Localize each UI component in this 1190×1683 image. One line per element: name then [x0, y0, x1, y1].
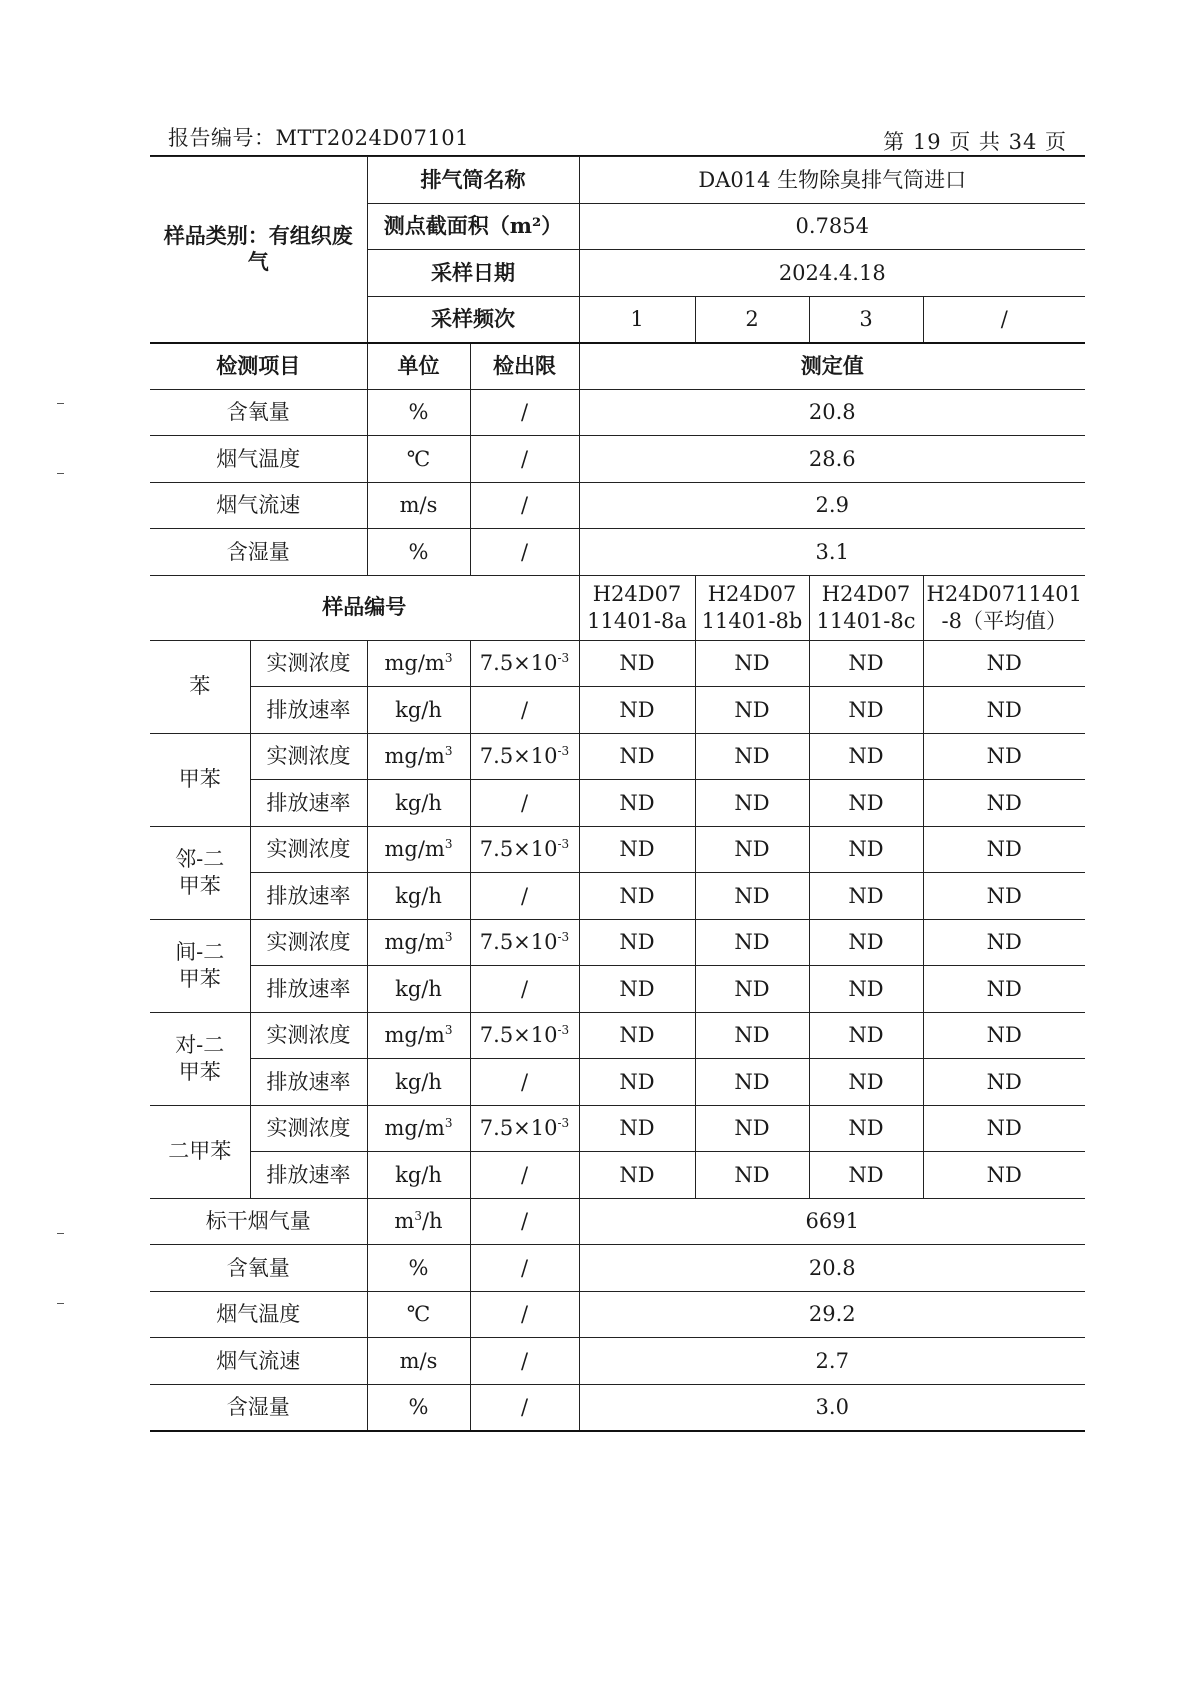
post-param-row [150, 1338, 1085, 1385]
flow-row [150, 1198, 1085, 1245]
rate-unit: kg/h [367, 780, 470, 827]
param-unit: ℃ [367, 436, 470, 483]
freq-1: 1 [579, 296, 695, 343]
col-unit-header: 单位 [367, 343, 470, 390]
metric-label: 实测浓度 [250, 640, 367, 687]
param-unit: % [367, 1245, 470, 1292]
rate-unit: kg/h [367, 966, 470, 1013]
rate-value: ND [579, 1152, 695, 1199]
rate-value: ND [923, 687, 1085, 734]
compound-name: 间-二 甲苯 [150, 919, 250, 1012]
metric-label: 实测浓度 [250, 1012, 367, 1059]
page-number: 第 19 页 共 34 页 [883, 130, 1067, 154]
compound-conc-row [150, 919, 1085, 966]
conc-value: ND [695, 1012, 809, 1059]
conc-value: ND [809, 1105, 923, 1152]
param-limit: / [470, 529, 579, 576]
param-value: 3.1 [579, 529, 1085, 576]
metric-label: 排放速率 [250, 1152, 367, 1199]
rate-value: ND [923, 966, 1085, 1013]
rate-unit: kg/h [367, 873, 470, 920]
rate-value: ND [923, 1152, 1085, 1199]
param-value: 20.8 [579, 389, 1085, 436]
outlet-name-value: DA014 生物除臭排气筒进口 [579, 157, 1085, 204]
metric-label: 排放速率 [250, 687, 367, 734]
compound-rate-row [150, 780, 1085, 827]
conc-value: ND [923, 1012, 1085, 1059]
area-value: 0.7854 [579, 203, 1085, 250]
conc-unit: $mg/m^3$ [367, 1105, 470, 1152]
margin-mark [57, 1303, 64, 1304]
report-number: 报告编号：MTT2024D07101 [168, 126, 469, 150]
freq-4: / [923, 296, 1085, 343]
param-value: 2.9 [579, 482, 1085, 529]
metric-label: 排放速率 [250, 780, 367, 827]
compound-rate-row [150, 1152, 1085, 1199]
compound-name: 对-二 甲苯 [150, 1012, 250, 1105]
conc-unit: $mg/m^3$ [367, 919, 470, 966]
compound-rate-row [150, 1059, 1085, 1106]
sample-id-row [150, 575, 1085, 640]
param-value: 2.7 [579, 1338, 1085, 1385]
param-limit: / [470, 1338, 579, 1385]
conc-value: ND [809, 1012, 923, 1059]
rate-value: ND [809, 873, 923, 920]
conc-limit: $7.5\times 10^{-3}$ [470, 640, 579, 687]
margin-mark [57, 1233, 64, 1234]
param-name: 含湿量 [150, 529, 367, 576]
param-name: 烟气流速 [150, 1338, 367, 1385]
col-value-header: 测定值 [579, 343, 1085, 390]
conc-value: ND [579, 826, 695, 873]
rate-value: ND [579, 687, 695, 734]
compound-name: 二甲苯 [150, 1105, 250, 1198]
conc-value: ND [695, 733, 809, 780]
rate-limit: / [470, 780, 579, 827]
report-table [150, 156, 1085, 1432]
conc-value: ND [695, 640, 809, 687]
conc-unit: $mg/m^3$ [367, 640, 470, 687]
rate-value: ND [579, 966, 695, 1013]
param-limit: / [470, 1245, 579, 1292]
conc-value: ND [695, 919, 809, 966]
param-unit: ℃ [367, 1291, 470, 1338]
conc-unit: $mg/m^3$ [367, 1012, 470, 1059]
rate-unit: kg/h [367, 1059, 470, 1106]
pre-param-row [150, 436, 1085, 483]
param-limit: / [470, 436, 579, 483]
metric-label: 实测浓度 [250, 826, 367, 873]
param-name: 烟气温度 [150, 436, 367, 483]
pre-param-row [150, 529, 1085, 576]
post-param-row [150, 1245, 1085, 1292]
margin-mark [57, 403, 64, 404]
metric-label: 排放速率 [250, 1059, 367, 1106]
rate-value: ND [695, 873, 809, 920]
rate-limit: / [470, 873, 579, 920]
rate-value: ND [695, 687, 809, 734]
param-name: 烟气流速 [150, 482, 367, 529]
param-value: 3.0 [579, 1384, 1085, 1431]
param-unit: % [367, 529, 470, 576]
param-name: 含氧量 [150, 1245, 367, 1292]
param-name: 烟气温度 [150, 1291, 367, 1338]
rate-limit: / [470, 1059, 579, 1106]
rate-value: ND [923, 1059, 1085, 1106]
compound-rate-row [150, 873, 1085, 920]
flow-value: 6691 [579, 1198, 1085, 1245]
param-value: 28.6 [579, 436, 1085, 483]
date-value: 2024.4.18 [579, 250, 1085, 297]
conc-limit: $7.5\times 10^{-3}$ [470, 919, 579, 966]
sample-id-2: H24D07 11401-8b [695, 575, 809, 640]
outlet-name-label: 排气筒名称 [367, 157, 579, 204]
rate-value: ND [695, 1059, 809, 1106]
conc-value: ND [809, 826, 923, 873]
conc-value: ND [579, 1105, 695, 1152]
compound-name: 邻-二 甲苯 [150, 826, 250, 919]
param-unit: % [367, 389, 470, 436]
rate-value: ND [923, 873, 1085, 920]
compound-conc-row [150, 733, 1085, 780]
rate-value: ND [579, 1059, 695, 1106]
rate-value: ND [695, 966, 809, 1013]
rate-value: ND [695, 780, 809, 827]
pre-param-row [150, 482, 1085, 529]
compound-name: 甲苯 [150, 733, 250, 826]
rate-value: ND [579, 873, 695, 920]
rate-unit: kg/h [367, 1152, 470, 1199]
conc-value: ND [579, 1012, 695, 1059]
post-param-row [150, 1291, 1085, 1338]
date-label: 采样日期 [367, 250, 579, 297]
metric-label: 实测浓度 [250, 733, 367, 780]
rate-value: ND [923, 780, 1085, 827]
param-unit: % [367, 1384, 470, 1431]
param-limit: / [470, 1384, 579, 1431]
rate-value: ND [809, 966, 923, 1013]
param-value: 20.8 [579, 1245, 1085, 1292]
sample-id-label: 样品编号 [150, 575, 579, 640]
sample-id-avg: H24D0711401 -8（平均值） [923, 575, 1085, 640]
pre-param-row [150, 389, 1085, 436]
conc-limit: $7.5\times 10^{-3}$ [470, 826, 579, 873]
sample-id-1: H24D07 11401-8a [579, 575, 695, 640]
freq-2: 2 [695, 296, 809, 343]
conc-value: ND [923, 919, 1085, 966]
freq-3: 3 [809, 296, 923, 343]
conc-value: ND [809, 640, 923, 687]
metric-label: 排放速率 [250, 966, 367, 1013]
param-unit: m/s [367, 482, 470, 529]
rate-value: ND [579, 780, 695, 827]
param-name: 含湿量 [150, 1384, 367, 1431]
freq-label: 采样频次 [367, 296, 579, 343]
conc-value: ND [579, 733, 695, 780]
compound-name: 苯 [150, 640, 250, 733]
conc-value: ND [579, 640, 695, 687]
flow-unit: $m^3/h$ [367, 1198, 470, 1245]
metric-label: 排放速率 [250, 873, 367, 920]
param-value: 29.2 [579, 1291, 1085, 1338]
conc-limit: $7.5\times 10^{-3}$ [470, 1012, 579, 1059]
col-item-header: 检测项目 [150, 343, 367, 390]
param-unit: m/s [367, 1338, 470, 1385]
conc-limit: $7.5\times 10^{-3}$ [470, 733, 579, 780]
param-limit: / [470, 482, 579, 529]
rate-value: ND [809, 780, 923, 827]
conc-unit: $mg/m^3$ [367, 733, 470, 780]
area-label: 测点截面积（m²） [367, 203, 579, 250]
metric-label: 实测浓度 [250, 1105, 367, 1152]
rate-limit: / [470, 687, 579, 734]
conc-value: ND [923, 640, 1085, 687]
flow-limit: / [470, 1198, 579, 1245]
rate-unit: kg/h [367, 687, 470, 734]
conc-value: ND [809, 733, 923, 780]
compound-conc-row [150, 1105, 1085, 1152]
rate-value: ND [809, 1059, 923, 1106]
rate-limit: / [470, 1152, 579, 1199]
conc-value: ND [923, 826, 1085, 873]
post-param-row [150, 1384, 1085, 1431]
conc-value: ND [923, 1105, 1085, 1152]
page-header [150, 112, 1085, 152]
param-name: 含氧量 [150, 389, 367, 436]
rate-value: ND [695, 1152, 809, 1199]
rate-value: ND [809, 687, 923, 734]
conc-value: ND [923, 733, 1085, 780]
sample-id-3: H24D07 11401-8c [809, 575, 923, 640]
conc-limit: $7.5\times 10^{-3}$ [470, 1105, 579, 1152]
conc-value: ND [695, 826, 809, 873]
rate-limit: / [470, 966, 579, 1013]
rate-value: ND [809, 1152, 923, 1199]
param-limit: / [470, 389, 579, 436]
compound-conc-row [150, 826, 1085, 873]
col-limit-header: 检出限 [470, 343, 579, 390]
compound-conc-row [150, 1012, 1085, 1059]
compound-rate-row [150, 687, 1085, 734]
sample-type-cell: 样品类别：有组织废气 [150, 157, 367, 343]
flow-name: 标干烟气量 [150, 1198, 367, 1245]
margin-mark [57, 473, 64, 474]
param-limit: / [470, 1291, 579, 1338]
conc-value: ND [695, 1105, 809, 1152]
metric-label: 实测浓度 [250, 919, 367, 966]
compound-rate-row [150, 966, 1085, 1013]
compound-conc-row [150, 640, 1085, 687]
conc-unit: $mg/m^3$ [367, 826, 470, 873]
conc-value: ND [579, 919, 695, 966]
conc-value: ND [809, 919, 923, 966]
